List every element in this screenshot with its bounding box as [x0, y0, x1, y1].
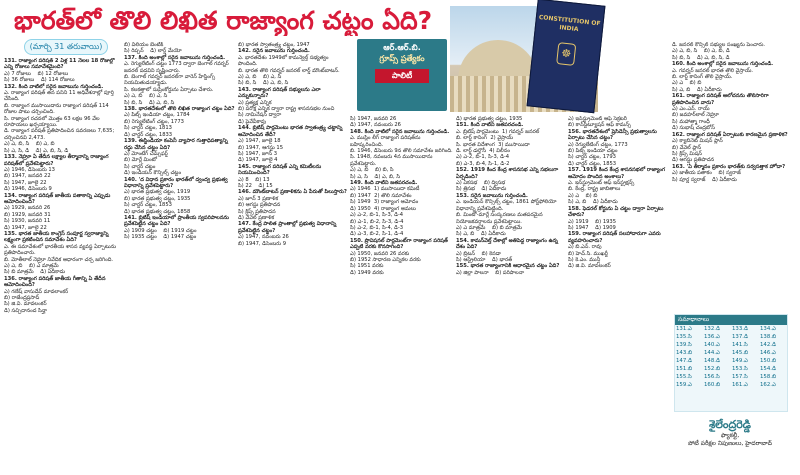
option-line: సి) ఎ, సి డి) ఎ, బి, సి	[350, 173, 400, 180]
text-column-7	[672, 42, 796, 312]
emblem-icon: ☸	[556, 42, 576, 66]
answer-cell: 137.డి	[732, 334, 748, 340]
option-line: ఎ) ఎ, బి బి) ఎ మాత్రమే	[4, 263, 59, 269]
option-line: ఎ) ఎ, బి, సి బి) ఎ, బి, డి	[672, 48, 730, 55]
question-line: 144. బ్రిటిష్ పార్లమెంటు భారత స్వాతంత్ర్య చట్టాన్ని ఆమోదించిన తేదీ?	[238, 125, 345, 138]
question-line: 141. బ్రిటిష్ ఇండియాలో ప్రాంతీయ స్వపరిపాలనను ప్రవేశపెట్టిన చట్టం ఏది?	[124, 214, 231, 228]
option-line: ఎ) ఎ బి) బి	[672, 80, 702, 87]
text-column-4	[350, 116, 454, 472]
option-line: ఎ) 1950, జనవరి 26 వరకు	[350, 250, 410, 257]
question-line: 145. రాజ్యాంగ పరిషత్ ఎన్ని కమిటీలను నియమించింది?	[238, 163, 323, 177]
answer-cell: 144.ఎ	[704, 350, 720, 356]
answer-cell: 147.డి	[676, 358, 692, 364]
book-title: CONSTITUTION OF INDIA	[538, 13, 601, 34]
option-line: ఎ) ప్రత్యక్ష ఎన్నిక	[238, 99, 272, 106]
option-line: ఎ) 1947, నవంబరు 26	[238, 234, 289, 241]
answer-cell: 149.ఎ	[732, 358, 748, 364]
answer-cell: 135.సి	[676, 334, 692, 340]
option-line: ఎ) గణేష్ వాసుదేవ్ మావలాంకర్	[4, 288, 69, 295]
option-line: ఎ) జూన్ 3 ప్రణాళిక	[238, 195, 279, 202]
option-line: డి) 1949 వరకు	[350, 269, 384, 276]
option-line: సి) 1951 వరకు	[350, 263, 384, 270]
option-line: బి) 1947, జనవరి 22	[4, 173, 51, 180]
option-line: డి) జి.వి. మావలంకర్	[568, 263, 611, 270]
option-line: సి) ఎ, సి, డి డి) ఎ, బి, సి, డి	[4, 147, 69, 154]
question-line: 155. భారత రాజ్యాంగానికి ఆధారమైన చట్టం ఏది?	[456, 263, 560, 270]
option-line: డి) 1947, నవంబరు 26	[350, 122, 401, 129]
question-line: 163. 'ఏ తీర్మానం ప్రకారం భారత్‌కు సర్వసత్తాక హోదా?	[672, 163, 786, 170]
option-line: ఎ. గవర్నర్ జనరల్ భారత తొలి వైస్రాయ్.	[672, 67, 754, 74]
option-line: బి) పరోక్ష ఎన్నిక ద్వారా రాష్ట్ర శాసనసభల నుంచి	[238, 106, 335, 113]
answer-cell: 145.బి	[732, 350, 749, 356]
question-line: 135. భారత జాతీయ కాంగ్రెస్ సంపూర్ణ స్వరాజ్యాన్ని లక్ష్యంగా ప్రకటించిన సమావేశం ఏది?	[4, 230, 111, 244]
option-line: బి. లార్డ్ కానింగ్ తొలి వైస్రాయ్.	[672, 74, 733, 81]
option-line: సి) 1947, జనవరి 26	[350, 116, 397, 122]
subject-tag: పాలిటీ	[375, 69, 429, 83]
option-line: ఎ. ఇండియన్ కౌన్సిల్స్ చట్టం, 1861 పోర్ట్‌ఫోలియో విధానాన్ని ప్రవేశపెట్టింది.	[456, 199, 559, 212]
answer-row	[675, 381, 787, 389]
continued-badge: (మార్చి 31 తరువాయి)	[24, 39, 108, 55]
option-line: సి) మహాత్మా గాంధీ	[672, 118, 710, 125]
option-line: డి) ఇండియన్ కౌన్సిల్స్ చట్టం	[124, 170, 182, 177]
answer-cell: 134.ఎ	[760, 326, 776, 332]
option-line: సి) చార్టర్ చట్టం, 1793	[568, 154, 616, 161]
option-line: బి. భారత తొలి గవర్నర్ జనరల్ లార్డ్ మౌంట్‌బాటన్.	[238, 67, 340, 74]
question-line: 161. రాజ్యాంగ పరిషత్ ఆలోచనను తొలిసారిగా ప్రతిపాదించిన వారు?	[672, 93, 771, 106]
option-line: బి. లార్డ్ కానింగ్ 2) వైస్రాయ్	[456, 135, 514, 142]
option-line: డి) భారత ప్రభుత్వ చట్టం, 1935	[456, 116, 523, 122]
option-line: ఎ) బి.ఎన్. రావు	[568, 244, 602, 251]
option-line: బి. మింటో-మార్లే సంస్కరణలు మతపరమైన నియోజకవర్గాలను ప్రవేశపెట్టాయి.	[456, 212, 545, 225]
option-line: సి) 1935 చట్టం డి) 1947 చట్టం	[124, 234, 197, 241]
question-line: 148. కింది వాటిలో సరైన జవాబును గుర్తించండి.	[350, 128, 450, 135]
author-name: శైలేంద్రరెడ్డి	[709, 418, 751, 431]
question-line: 133. నెహ్రూ ఏ తేదీన లక్ష్యాల తీర్మానాన్ని రాజ్యాంగ పరిషత్‌లో ప్రవేశపెట్టారు?	[4, 154, 111, 167]
answer-cell: 155.సి	[676, 374, 692, 380]
option-line: ఎ) ఎ, బి బి) ఎ, సి	[238, 74, 282, 81]
option-line: సి) ఎ, బి డి) ఏదీకాదు	[672, 86, 722, 93]
option-line: ఎ) 1946 1) ముసాయిదా కమిటీ	[350, 186, 420, 193]
option-line: ఎ) 7 రోజులు బి) 12 రోజులు	[4, 70, 69, 77]
option-line: ఎ) క్యాబినెట్ మిషన్ ప్లాన్	[672, 138, 723, 145]
answer-row	[675, 325, 787, 333]
answer-cell: 156.సి	[704, 374, 720, 380]
answer-cell: 153.సి	[732, 366, 748, 372]
option-line: ఎ) మోంటేగ్ చెమ్స్‌ఫర్డ్	[124, 150, 168, 157]
question-line: 143. రాజ్యాంగ పరిషత్ సభ్యులను ఎలా ఎన్నుకున్నారు?	[238, 86, 323, 100]
option-line: సి. భారత విదేశాంగ 3) ముసాయిదా	[456, 141, 530, 148]
option-line: సి) బి మాత్రమే డి) ఏదీకాదు	[4, 269, 66, 276]
answer-cell: 148.డి	[704, 358, 720, 364]
option-line: ఎ) జిల్లా పాలనా బి) పరిపాలనా	[456, 269, 525, 276]
option-line: బి) కాన్‌స్టిట్యూషన్ ఆఫ్ కామన్స్	[568, 122, 631, 129]
text-column-2	[124, 42, 236, 472]
option-line: ఎ) రెగ్యులేటింగ్ చట్టం, 1773	[568, 141, 628, 148]
answer-cell: 150.బి	[760, 358, 777, 364]
option-line: బి) పిట్స్ ఇండియా చట్టం	[568, 148, 618, 155]
option-line: ఎ) 1919 బి) 1935	[568, 218, 617, 225]
question-line: 139. ఈస్టిండియా కంపెనీ వ్యాపార గుత్తాధిపత్యాన్ని రద్దు చేసిన చట్టం ఏది?	[124, 138, 230, 151]
option-line: బి) భారత ప్రభుత్వ చట్టం, 1935	[124, 195, 191, 202]
answer-row	[675, 373, 787, 381]
answer-cell: 142.డి	[760, 342, 776, 348]
option-line: సి) ఆస్ట్రేలియా డి) భారత్	[456, 256, 513, 263]
series-subtitle: గ్రూప్స్ ప్రత్యేకం	[379, 54, 425, 63]
option-line: సి) 1930, జనవరి 11	[4, 218, 51, 225]
option-line: ఎ) ఎం.ఎన్. రాయ్	[672, 106, 710, 113]
question-line: 138. భారతదేశంలో తొలి లిఖిత రాజ్యాంగ చట్టం ఏది?	[124, 106, 235, 113]
option-line: ఎ) జాతీయ పతాకం బి) స్వరాజ్	[672, 170, 741, 177]
question-line: 157. 1919 కింద కేంద్ర శాసనసభలో రాజ్యాంగ ఆమోదం పొందిన అంశాలు?	[568, 167, 667, 180]
option-line: బి) భారత స్వాతంత్ర్య చట్టం, 1947	[238, 42, 310, 48]
option-line: డి) భారత ప్రభుత్వ చట్టం, 1858	[124, 208, 191, 215]
option-line: సి) 22 డి) 15	[238, 182, 273, 189]
option-line: సి) నామినేషన్ ద్వారా	[238, 112, 282, 119]
option-line: డి) 1950 4) రాజ్యాంగ అమలు	[350, 205, 416, 212]
option-line: సి) బి, సి డి) ఎ, బి, సి	[238, 80, 289, 87]
option-line: ఎ. ఇన్‌స్ట్రుమెంట్ ఆఫ్ ఇన్‌స్ట్రక్షన్స్	[568, 180, 635, 187]
option-line: డి) 1947, జూలై 4	[238, 157, 278, 164]
option-line: బి) 1947, డిసెంబరు 9	[238, 240, 286, 247]
option-line: సి) క్రిప్స్ ప్రతిపాదన	[238, 208, 276, 215]
option-line: బి) విలియం బెంటిక్	[124, 42, 164, 48]
question-line: 137. కింది అంశాల్లో సరైన జవాబును గుర్తించండి.	[124, 54, 226, 61]
series-banner	[357, 39, 447, 111]
answer-cell: 146.ఎ	[760, 350, 776, 356]
option-line: సి) ఎ, బి డి) ఏదీకాదు	[456, 231, 506, 238]
option-line: బి) 1952 సాధారణ ఎన్నికల వరకు	[350, 256, 421, 263]
option-line: ఎ. రాజ్యాంగ పరిషత్ తన పనిని 11 అధివేశనాల్లో పూర్తి చేసింది.	[4, 90, 116, 103]
option-line: ఎ. ముస్లిం లీగ్ రాజ్యాంగ పరిషత్‌ను బహిష్కరించింది.	[350, 135, 423, 148]
answer-row	[675, 333, 787, 341]
question-line: 158. ఫెడరల్ కోర్టును ఏ చట్టం ద్వారా ఏర్పాటు చేశారు?	[568, 205, 666, 219]
option-line: ఎ) ఎ, బి, సి బి) ఎ, బి	[4, 141, 55, 148]
option-line: బి. బెంగాల్ గవర్నర్ జనరల్‌గా వారెన్ హేస్టింగ్స్ నియమితుడయ్యాడు.	[124, 74, 217, 87]
option-line: ఎ) ఇన్‌స్ట్రుమెంట్ ఆఫ్ సెక్రటరీ	[568, 116, 627, 122]
answer-row	[675, 341, 787, 349]
option-line: సి) బి, సి డి) ఎ, బి, సి	[124, 99, 175, 106]
option-line: డి. రాజ్యాంగ పరిషత్ ప్రతిపాదించిన సవరణలు 7,635; చర్చించినవి 2,473.	[4, 128, 116, 141]
option-line: ఎ) 1947, జూలై 18	[238, 138, 281, 145]
option-line: బి) హెచ్.సి. ముఖర్జీ	[568, 250, 608, 257]
answer-key-title: సమాధానాలు	[675, 315, 787, 325]
answer-cell: 143.బి	[676, 350, 693, 356]
option-line: డి) పైవేవీకావు	[238, 118, 267, 125]
option-line: సి) చార్టర్ చట్టం	[124, 163, 156, 170]
option-line: బి. రాజ్యాంగ ముసాయిదాను రాజ్యాంగ పరిషత్ 114 రోజుల పాటు చర్చించింది.	[4, 102, 111, 116]
option-line: సి) ఎ-2, బి-1, సి-4, డి-3	[350, 224, 404, 231]
question-line: 150. ప్రొవిషనల్ పార్లమెంట్‌గా రాజ్యాంగ పరిషత్ ఎప్పటి వరకు కొనసాగింది?	[350, 237, 450, 251]
answer-cell: 160.బి	[704, 382, 721, 388]
question-line: 159. రాజ్యాంగ పరిషత్ సలహాదారుగా ఎవరు వ్యవహరించారు?	[568, 231, 663, 244]
answer-row	[675, 365, 787, 373]
option-line: డి) సుభాష్ చంద్రబోస్	[672, 125, 715, 132]
series-title: ఆర్.ఆర్.బి.	[383, 43, 421, 52]
page-headline: భారత్‌లో తొలి లిఖిత రాజ్యాంగ చట్టం ఏది?	[14, 6, 433, 35]
answer-cell: 152.బి	[704, 366, 721, 372]
option-line: డి) వేవెల్ ప్రణాళిక	[238, 214, 275, 221]
option-line: ఎ) ఎ, బి బి) బి, సి	[350, 167, 394, 174]
option-line: ఎ. బ్రిటిష్ పార్లమెంటు 1) గవర్నర్ జనరల్	[456, 128, 540, 135]
option-line: సి) 1949 3) రాజ్యాంగ ఆమోదం	[350, 199, 419, 206]
option-line: సి) చార్టర్ చట్టం, 1853	[124, 202, 172, 209]
question-line: 140. 'ద విధాన ప్రకారం భారత్‌లో ద్వంద్వ ప్రభుత్వ విధానాన్ని ప్రవేశపెట్టారు?	[124, 176, 230, 189]
answer-key-table	[675, 325, 787, 389]
author-block	[674, 414, 786, 472]
option-line: బి) వేవెల్ ప్లాన్	[672, 144, 702, 151]
answer-cell: 151.బి	[676, 366, 693, 372]
option-line: సి. కలకత్తాలో సుప్రీంకోర్టును ఏర్పాటు చేశారు.	[124, 86, 214, 93]
option-line: సి) 1947, జూన్ 3	[238, 150, 278, 157]
answer-key-box	[674, 314, 788, 412]
option-line: సి) ఎ, బి డి) ఏదీకాదు	[568, 199, 618, 206]
option-line: ఎ) 8 బి) 13	[238, 176, 270, 183]
answer-cell: 162.ఎ	[760, 382, 776, 388]
option-line: బి) 1947 2) తొలి సమావేశం	[350, 192, 412, 199]
answer-cell: 158.బి	[760, 374, 777, 380]
option-line: డి) చార్టర్ చట్టం, 1833	[124, 131, 173, 138]
option-line: ఎ) పిట్స్ ఇండియా చట్టం, 1784	[124, 112, 190, 119]
option-line: సి. రాజ్యాంగ రచనలో మొత్తం 63 లక్షల 96 వేల రూపాయలు ఖర్చయ్యాయి.	[4, 115, 102, 129]
option-line: బి. 1946, డిసెంబరు 9న తొలి సమావేశం జరిగింది.	[350, 148, 453, 155]
question-line: 136. రాజ్యాంగ పరిషత్ జాతీయ గీతాన్ని ఏ తేదీన ఆమోదించింది?	[4, 275, 108, 289]
option-line: ఎ) బ్రిటన్ బి) కెనడా	[456, 250, 501, 257]
question-line: 131. రాజ్యాంగ పరిషత్ 2 ఏళ్ల 11 నెలల 18 రోజుల్లో ఎన్ని రోజులు సమావేశమైంది?	[4, 58, 117, 71]
question-line: 162. రాజ్యాంగ పరిషత్ ఏర్పాటుకు కారణమైన ప్రణాళిక?	[672, 131, 788, 138]
answer-cell: 161.ఎ	[732, 382, 748, 388]
text-column-3	[238, 42, 348, 472]
option-line: సి. 1948, నవంబరు 4న ముసాయిదాను ప్రవేశపెట్టారు.	[350, 154, 435, 167]
option-line: బి) ఆగస్టు ప్రతిపాదన	[238, 202, 281, 209]
option-line: సి) రిప్పన్ డి) లార్డ్ మేయో	[124, 48, 182, 55]
option-line: ఎ) ఎ-2, బి-1, సి-3, డి-4	[350, 212, 404, 219]
option-line: సి) చార్టర్ చట్టం, 1813	[124, 125, 172, 132]
option-line: ఎ) ఎ బి) బి	[568, 192, 598, 199]
text-column-5	[456, 116, 566, 472]
option-line: బి. కేంద్ర, రాష్ట్ర జాబితాలు	[568, 186, 621, 193]
text-column-6	[568, 116, 670, 472]
option-line: సి) క్రిప్స్ మిషన్	[672, 150, 703, 157]
answer-cell: 141.సి	[732, 342, 748, 348]
option-line: సి) జి.వి. మావలంకర్	[4, 301, 47, 308]
option-line: ఎ. భారతదేశం 1949లో కామన్వెల్త్ సభ్యత్వం పొందింది.	[238, 54, 331, 68]
option-line: డి) ఎ-3, బి-2, సి-1, డి-4	[350, 231, 404, 238]
option-line: ఎ) 1929, జనవరి 26	[4, 205, 51, 212]
option-line: బి) 1947, ఆగస్టు 15	[238, 144, 284, 151]
answer-cell: 132.డి	[704, 326, 720, 332]
text-column-1	[4, 58, 122, 472]
option-line: బి) ఎ-3, బి-4, సి-1, డి-2	[456, 160, 510, 167]
option-line: ఎ) భారత ప్రభుత్వ చట్టం, 1919	[124, 189, 191, 196]
answer-row	[675, 349, 787, 357]
option-line: సి) పూర్ణ స్వరాజ్ డి) ఏదీకాదు	[672, 176, 737, 183]
question-line: 132. కింది వాటిలో సరైన జవాబును గుర్తించండి.	[4, 83, 104, 90]
answer-cell: 154.డి	[760, 366, 776, 372]
option-line: సి) బి, సి డి) ఎ, బి, సి, డి	[672, 54, 730, 61]
option-line: ఎ. రెగ్యులేటింగ్ చట్టం 1773 ద్వారా బెంగాల్ గవర్నర్ జనరల్ పదవిని సృష్టించారు.	[124, 61, 231, 74]
question-line: 142. సరైన జవాబును గుర్తించండి.	[238, 48, 310, 55]
question-line: 160. కింది అంశాల్లో సరైన జవాబును గుర్తించండి.	[672, 61, 774, 68]
option-line: డి) చార్టర్ చట్టం, 1853	[568, 160, 617, 167]
constitution-book-cover	[527, 0, 606, 113]
option-line: సి) కె.ఎం. మున్షీ	[568, 256, 601, 263]
answer-row	[675, 357, 787, 365]
answer-cell: 133.డి	[732, 326, 748, 332]
option-line: ఎ) ఏకసభ బి) ద్విసభ	[456, 180, 506, 187]
answer-cell: 157.సి	[732, 374, 748, 380]
option-line: డి. జనరల్ కౌన్సిల్ సభ్యుల సంఖ్యను పెంచారు.	[672, 42, 766, 48]
question-line: 146. మౌంట్‌బాటన్ ప్రణాళికను ఏ పేరుతో పిలుస్తారు?	[238, 189, 347, 196]
question-line: 149. కింది వాటిని జతపరచండి.	[350, 180, 418, 187]
answer-cell: 139.సి	[676, 342, 692, 348]
answer-cell: 136.ఎ	[704, 334, 720, 340]
answer-cell: 131.ఎ	[676, 326, 692, 332]
question-line: 151. కింది వాటిని జతపరచండి.	[456, 122, 524, 129]
question-line: 156. భారతదేశంలో ప్రెసిడెన్సీ ప్రభుత్వాలను ఏర్పాటు చేసిన చట్టం?	[568, 128, 659, 142]
question-line: 147. కేంద్ర పాలిత ప్రాంతాల్లో ప్రభుత్వ విధానాన్ని ప్రవేశపెట్టిన చట్టం?	[238, 221, 339, 234]
option-line: బి) రాజేంద్రప్రసాద్	[4, 295, 40, 302]
author-role-line-2: పోటీ పరీక్షల నిపుణులు, హైదరాబాద్	[688, 440, 772, 447]
option-line: డి. లార్డ్ డల్హౌసీ 4) విలీనం	[456, 148, 510, 155]
option-line: బి) ఎ-1, బి-2, సి-3, డి-4	[350, 218, 404, 225]
option-line: బి) మోర్లే మింటో	[124, 157, 158, 164]
question-line: 134. రాజ్యాంగ పరిషత్ జాతీయ పతాకాన్ని ఎప్పుడు ఆమోదించింది?	[4, 192, 113, 205]
option-line: డి) 1947, జూలై 22	[4, 224, 47, 231]
option-line: సి) 1947 డి) 1909	[568, 224, 616, 231]
option-line: బి. మోతీలాల్ నెహ్రూ నివేదిక ఆధారంగా చర్చ జరిగింది.	[4, 256, 114, 263]
option-line: బి) రెగ్యులేటింగ్ చట్టం, 1773	[124, 118, 184, 125]
option-line: డి) 1946, డిసెంబరు 9	[4, 186, 52, 193]
author-role-line-1: ఫ్యాకల్టీ,	[720, 432, 740, 439]
question-line: 153. సరైన జవాబును గుర్తించండి.	[456, 192, 528, 199]
option-line: సి) 36 రోజులు డి) 114 రోజులు	[4, 77, 75, 84]
question-line: 152. 1919 కింద కేంద్ర శాసనసభ ఎన్ని సభలుగా ఏర్పడింది?	[456, 167, 560, 180]
option-line: డి) సచ్చిదానంద సిన్హా	[4, 307, 48, 314]
option-line: ఎ) 1909 చట్టం బి) 1919 చట్టం	[124, 227, 197, 234]
option-line: ఎ) 1946, డిసెంబరు 13	[4, 166, 55, 173]
option-line: డి) ఆగస్టు ప్రతిపాదన	[672, 157, 715, 164]
option-line: బి) 1929, జనవరి 31	[4, 211, 51, 218]
answer-cell: 138.బి	[760, 334, 777, 340]
option-line: బి) జవహర్‌లాల్ నెహ్రూ	[672, 112, 719, 119]
option-line: ఎ) ఎ-2, బి-1, సి-3, డి-4	[456, 154, 510, 161]
question-line: 154. కామన్‌వెల్త్ దేశాల్లో అతిపెద్ద రాజ్యాంగం ఉన్న దేశం ఏది?	[456, 237, 560, 251]
answer-cell: 140.ఎ	[704, 342, 720, 348]
option-line: సి) త్రిసభ డి) ఏదీకాదు	[456, 186, 507, 193]
option-line: సి) 1947, జూలై 22	[4, 179, 47, 186]
option-line: ఎ) ఎ మాత్రమే బి) బి మాత్రమే	[456, 224, 522, 231]
option-line: ఎ) ఎ, బి బి) ఎ, సి	[124, 93, 168, 100]
option-line: ఎ. ఈ సమావేశంలో భారతీయ శాసన వ్యవస్థ ఏర్పాటును ప్రతిపాదించారు.	[4, 243, 118, 257]
answer-cell: 159.ఎ	[676, 382, 692, 388]
